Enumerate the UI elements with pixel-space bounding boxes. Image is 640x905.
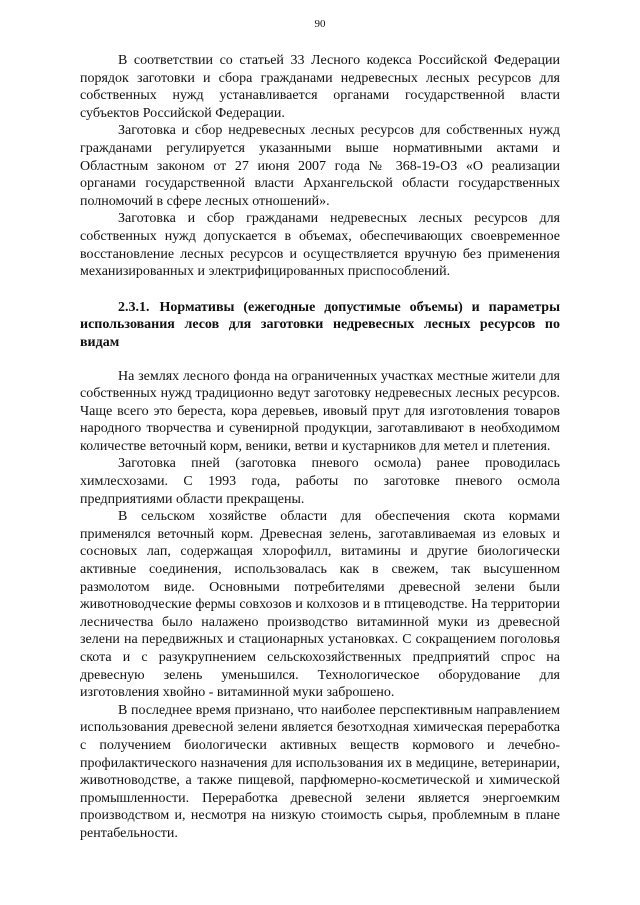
page-number: 90	[314, 18, 326, 30]
section-title: Нормативы (ежегодные допустимые объемы) и параметры использования лесов для заготовки недревесных лесных ресурсов по видам	[80, 299, 560, 350]
paragraph: В последнее время признано, что наиболее перспективным направлением использования древесной зелени является безотходная химическая переработка с получением биологически активных веществ кормового и лечебно-профилактического назначения для использования их в медицине, ветеринарии, животноводстве, а также пищевой, парфюмерно-косметической и химической промышленности. Переработка древесной зелени является энергоемким производством и, несмотря на низкую стоимость сырья, проблемным в плане рентабельности.	[80, 702, 560, 841]
document-body	[80, 52, 560, 843]
paragraph: На землях лесного фонда на ограниченных участках местные жители для собственных нужд традиционно ведут заготовку недревесных лесных ресурсов. Чаще всего это береста, кора деревьев, ивовый прут для изготовления товаров народного творчества и сувенирной продукции, заготавливают в необходимом количестве веточный корм, веники, ветви и кустарников для метел и плетения.	[80, 368, 560, 454]
section-number: 2.3.1.	[118, 299, 150, 315]
section-heading	[80, 299, 560, 352]
paragraph: В соответствии со статьей 33 Лесного кодекса Российской Федерации порядок заготовки и сбора гражданами недревесных лесных ресурсов для собственных нужд устанавливается органами государственной власти субъектов Российской Федерации.	[80, 53, 560, 121]
paragraph: Заготовка пней (заготовка пневого осмола) ранее проводилась химлесхозами. С 1993 года, работы по заготовке пневого осмола предприятиями области прекращены.	[80, 456, 560, 507]
paragraph: Заготовка и сбор недревесных лесных ресурсов для собственных нужд гражданами регулируется указанными выше нормативными актами и Областным законом от 27 июня 2007 года № 368-19-ОЗ «О реализации органами государственной власти Архангельской области государственных полномочий в сфере лесных отношений».	[80, 123, 560, 209]
paragraph: В сельском хозяйстве области для обеспечения скота кормами применялся веточный корм. Древесная зелень, заготавливаемая из еловых и сосновых лап, содержащая хлорофилл, витамины и другие биологически активные соединения, использовалась как в свежем, так высушенном размолотом виде. Основными потребителями древесной зелени были животноводческие фермы совхозов и колхозов и в птицеводстве. На территории лесничества было налажено производство витаминной муки из древесной зелени на передвижных и стационарных установках. С сокращением поголовья скота и с разукрупнением сельскохозяйственных предприятий спрос на древесную зелень уменьшился. Технологическое оборудование для изготовления хвойно - витаминной муки заброшено.	[80, 509, 560, 701]
paragraph: Заготовка и сбор гражданами недревесных лесных ресурсов для собственных нужд допускается в объемах, обеспечивающих своевременное восстановление лесных ресурсов и осуществляется вручную без применения механизированных и электрифицированных приспособлений.	[80, 211, 560, 280]
